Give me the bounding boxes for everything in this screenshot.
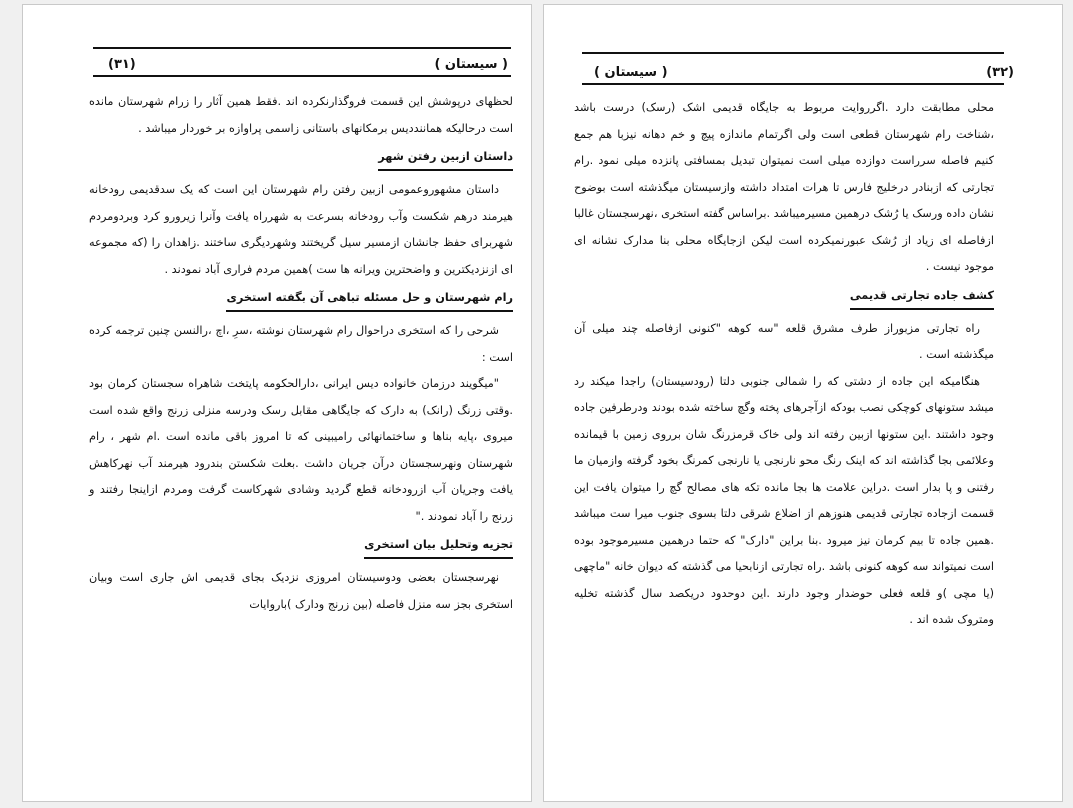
paragraph: نهرسجستان بعضی ودوسیستان امروزی نزدیک بجای قدیمی اش جاری است وبیان استخری بجز سه منزل فاصله (بین زرنج ودارک )باروایات [89, 571, 513, 611]
section-heading: کشف جاده تجارتی قدیمی [850, 285, 994, 310]
right-page [543, 4, 1063, 802]
running-title: ( سیستان ) [594, 65, 668, 80]
left-page [22, 4, 532, 802]
header-rule-bottom [93, 75, 511, 77]
left-header [108, 57, 508, 72]
header-rule-bottom [582, 83, 1004, 85]
right-body [574, 95, 994, 634]
right-header [594, 65, 1014, 80]
paragraph: داستان مشهوروعمومی ازبین رفتن رام شهرستان این است که یک سدقدیمی رودخانه هیرمند درهم شکست وآب رودخانه بسرعت به شهرراه یافت وآنرا زیرورو کرد وبردومردم شهربرای حفظ جانشان ازمسیر سیل گریختند وشهردیگری ساختند .زاهدان را (که مجموعه ای ازنزدیکترین و واضحترین ویرانه ها ست )همین مردم فراری آباد نمودند . [89, 183, 513, 276]
paragraph: هنگامیکه این جاده از دشتی که را شمالی جنوبی دلتا (رودسیستان) راجدا میکند رد میشد ستونهای کوچکی نصب بودکه ازآجرهای پخته وگچ ساخته شده بودند ودرطرفین جاده وجود داشتند .این ستونها ازبین رفته اند ولی خاک قرمزرنگ شان برروی زمین با قیمانده وعلائمی بجا گذاشته اند که اینک رنگ محو نارنجی یا نارنجی کمرنگ بخود گرفته وازمیان ما رفتنی و پا بدار است .دراین علامت ها بجا مانده تکه های مصالح گچ را میتوان یافت این قسمت ازجاده تجارتی قدیمی هنوزهم از اضلاع شرقی دلتا بسوی جنوب میرا ست میباشد .همین جاده تا بیم کرمان نیز میرود .بنا براین "دارک" که حتما درهمین مسیرموجود بوده است نمیتواند سه کوهه کنونی باشد .راه تجارتی ازنابحیا می گذشته که دیوان خانه "ماچهی (یا مچی )و قلعه فعلی حوضدار وجود دارند .این دوحدود دریکصد سال گذشته تخلیه ومتروک شده اند . [574, 374, 994, 626]
page-number: (۳۱) [108, 57, 136, 72]
page-number: (۳۲) [986, 65, 1014, 80]
section-heading: رام شهرستان و حل مسئله تباهی آن بگفته استخری [226, 287, 513, 312]
section-heading: داستان ازبین رفتن شهر [378, 146, 513, 171]
paragraph: محلی مطابقت دارد .اگرروایت مربوط به جایگاه قدیمی اشک (رسک) درست باشد ،شناخت رام شهرستان قطعی است ولی اگرتمام ماندازه پیچ و خم دهانه نیزبا هم جمع کنیم فاصله سرراست دوازده میلی است نمیتوان تبدیل بمسافتی پانزده میلی نمود .رام تجارتی که ازبنادر درخلیج فارس تا هرات امتداد داشته وازسیستان میگذشته است بوضوح نشان داده ورسک یا رُشک درهمین مسیرمیباشد .براساس گفته استخری ،نهرسجستان غالبا ازفاصله ای زیاد از رُشک عبورنمیکرده است لیکن ازجایگاه محلی بنا مدارک نشانه ای موجود نیست . [574, 101, 994, 273]
running-title: ( سیستان ) [434, 57, 508, 72]
left-body [89, 89, 513, 618]
paragraph: شرحی را که استخری دراحوال رام شهرستان نوشته ،سرِ ،اچ ،رالنسن چنین ترجمه کرده است : [89, 324, 513, 364]
paragraph: لحظهای درپوشش این قسمت فروگذارنکرده اند .فقط همین آثار را زرام شهرستان مانده است درحالیکه هماننددیس برمکانهای باستانی زاسمی پراوازه بر خوردار میباشد . [89, 95, 513, 135]
header-rule-top [93, 47, 511, 49]
quotation-paragraph: "میگویند درزمان خانواده دیس ایرانی ،دارالحکومه پایتخت شاهراه سجستان کرمان بود .وقتی زرنگ (رانک) به دارک که جایگاهی مقابل رسک ودرسه منزلی زرنج واقع شده است میروی ،پایه بناها و ساختمانهائی رامیبینی که تا امروز باقی مانده است .ام شهر ، رام شهرستان ونهرسجستان درآن جریان داشت .بعلت شکستن بندرود هیرمند آب نهرکاهش یافت وجریان آب ازرودخانه قطع گردید وشادی شهرکاست گرفت ومردم ازاینجا رفتند و زرنج را آباد نمودند ." [89, 377, 513, 523]
section-heading: تجزیه وتحلیل بیان استخری [364, 534, 513, 559]
paragraph: راه تجارتی مزبوراز طرف مشرق قلعه "سه کوهه "کنونی ازفاصله چند میلی آن میگذشته است . [574, 321, 994, 361]
header-rule-top [582, 52, 1004, 54]
